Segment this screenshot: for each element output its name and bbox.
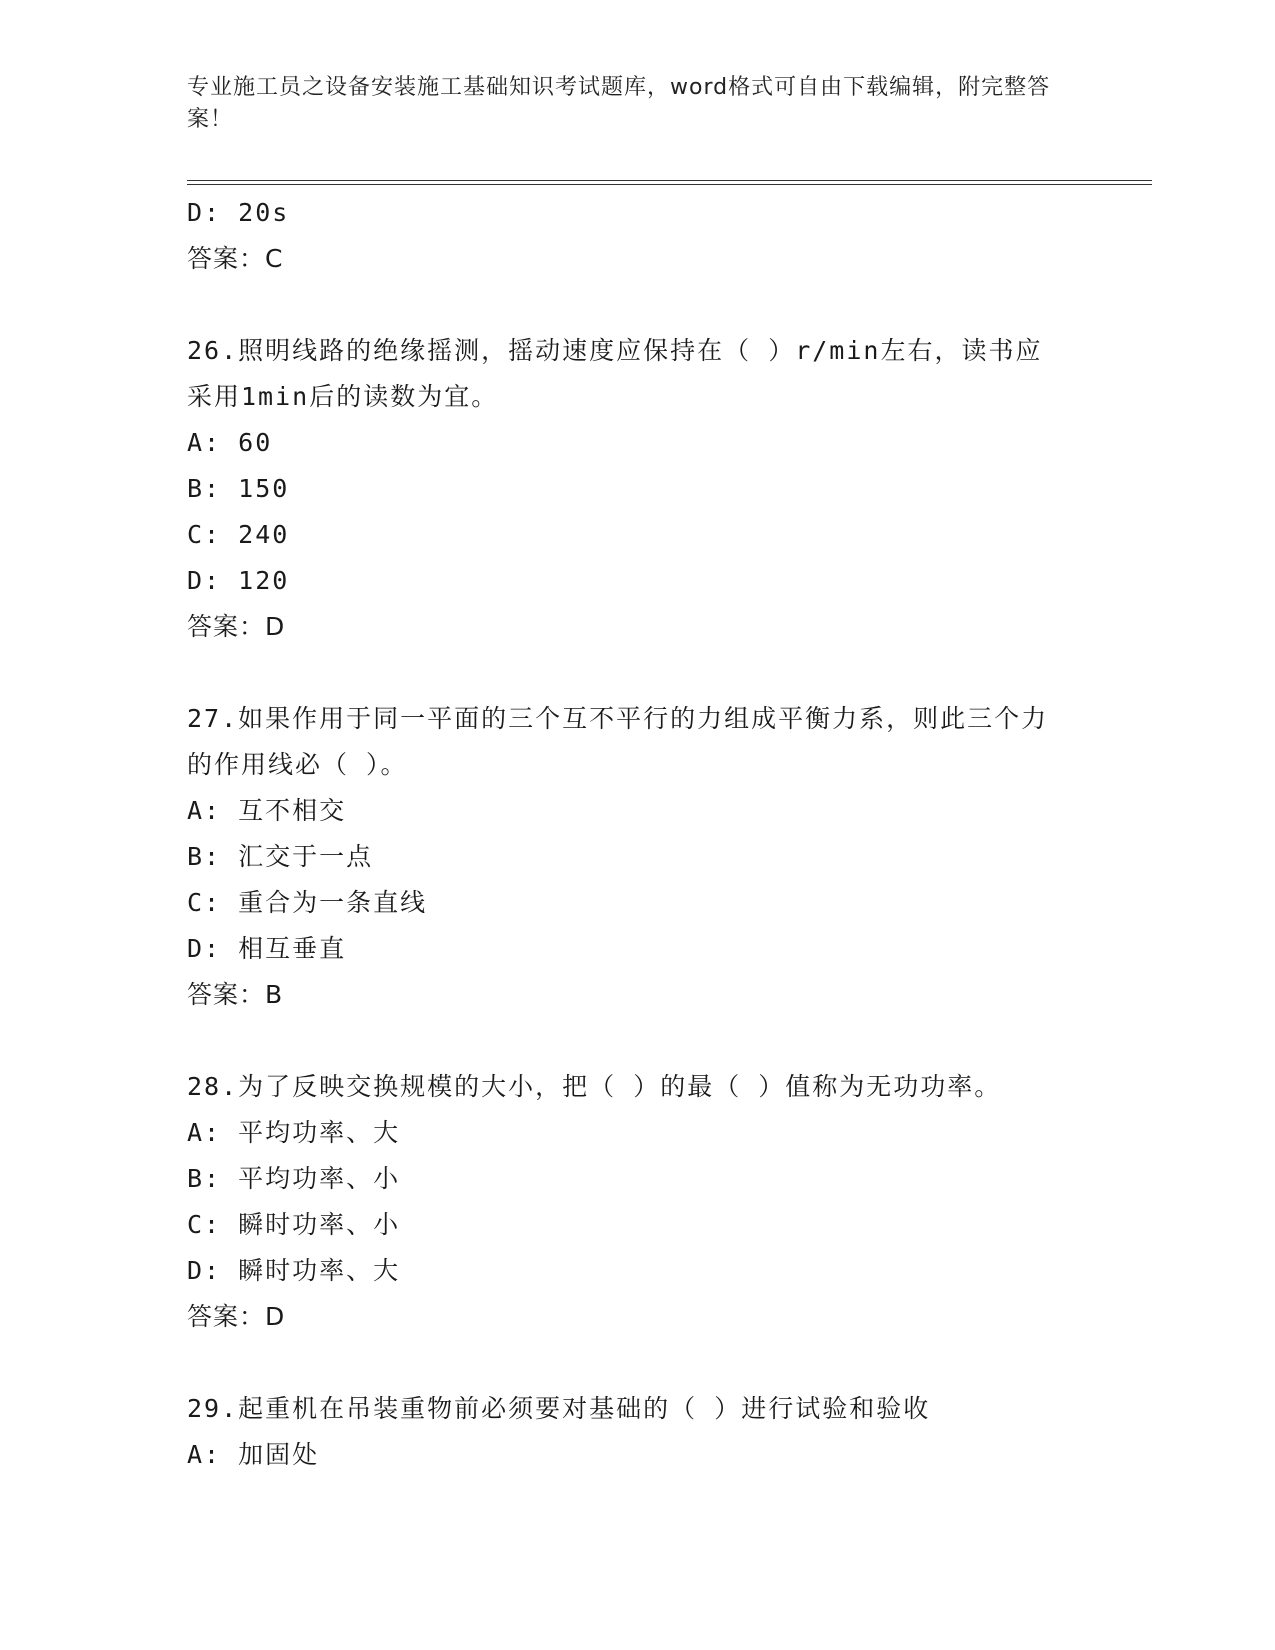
option-c: C: 240	[187, 520, 290, 549]
option-c: C: 瞬时功率、小	[187, 1210, 401, 1239]
spacer	[187, 1340, 1087, 1386]
question-29	[187, 1386, 1087, 1478]
question-27	[187, 696, 1087, 1018]
option-a: A: 平均功率、大	[187, 1118, 401, 1147]
option-d: D: 120	[187, 566, 290, 595]
spacer	[187, 650, 1087, 696]
header-divider	[187, 180, 1152, 185]
question-28	[187, 1064, 1087, 1340]
question-stem: 27.如果作用于同一平面的三个互不平行的力组成平衡力系，则此三个力的作用线必（ ）。	[187, 704, 1049, 779]
exam-content	[187, 190, 1087, 1478]
question-stem: 29.起重机在吊装重物前必须要对基础的（ ）进行试验和验收	[187, 1394, 931, 1423]
option-a: A: 60	[187, 428, 273, 457]
spacer	[187, 282, 1087, 328]
question-stem: 26.照明线路的绝缘摇测，摇动速度应保持在（ ）r/min左右，读书应采用1min后的读数为宜。	[187, 336, 1043, 411]
spacer	[187, 1018, 1087, 1064]
question-answer: 答案：B	[187, 980, 284, 1009]
option-b: B: 平均功率、小	[187, 1164, 401, 1193]
option-a: A: 加固处	[187, 1440, 320, 1469]
page-header: 专业施工员之设备安装施工基础知识考试题库，word格式可自由下载编辑，附完整答案！	[187, 75, 1051, 132]
option-d: D: 相互垂直	[187, 934, 347, 963]
previous-option-d: D: 20s	[187, 198, 290, 227]
option-d: D: 瞬时功率、大	[187, 1256, 401, 1285]
option-b: B: 汇交于一点	[187, 842, 374, 871]
previous-answer: 答案：C	[187, 244, 284, 273]
option-a: A: 互不相交	[187, 796, 347, 825]
question-stem: 28.为了反映交换规模的大小，把（ ）的最（ ）值称为无功功率。	[187, 1072, 1002, 1101]
option-b: B: 150	[187, 474, 290, 503]
question-answer: 答案：D	[187, 1302, 286, 1331]
question-answer: 答案：D	[187, 612, 286, 641]
option-c: C: 重合为一条直线	[187, 888, 428, 917]
question-26	[187, 328, 1087, 650]
